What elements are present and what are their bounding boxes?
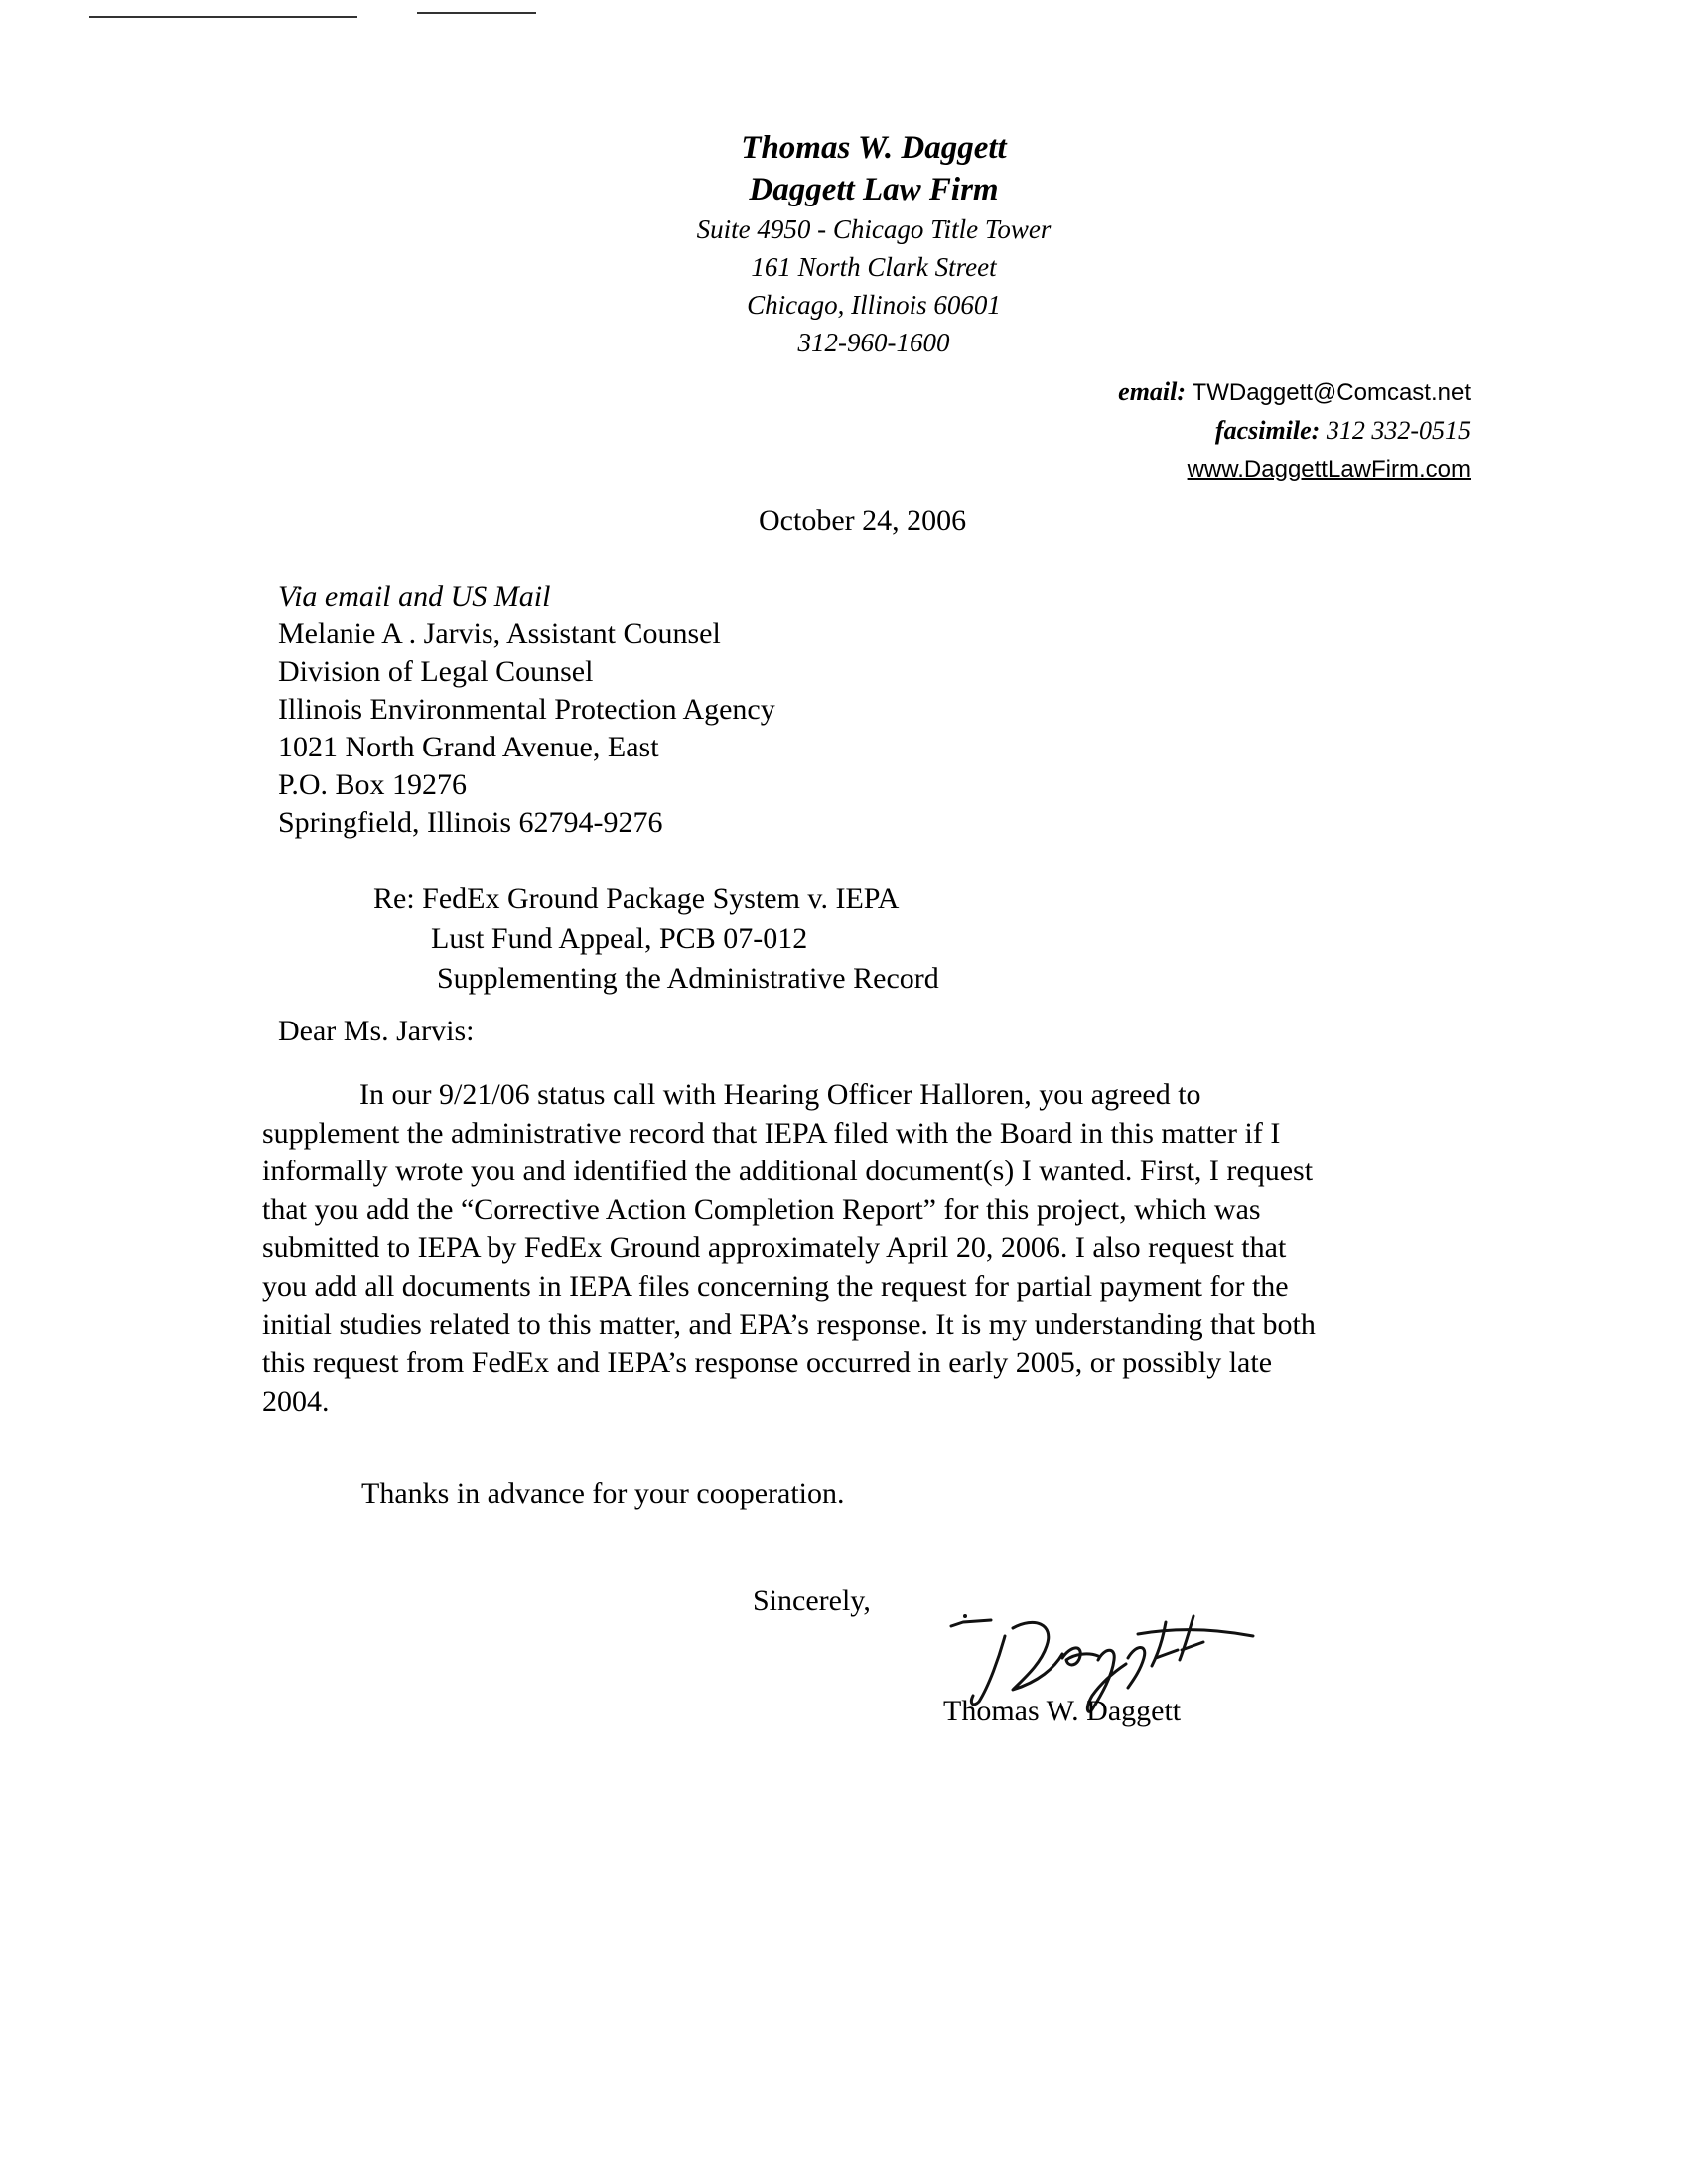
signature-dot xyxy=(963,1614,967,1618)
delivery-method: Via email and US Mail xyxy=(278,580,551,613)
address-line: Melanie A . Jarvis, Assistant Counsel xyxy=(278,617,721,650)
scan-artifact-line xyxy=(417,12,536,14)
letterhead-firm: Daggett Law Firm xyxy=(749,172,999,207)
paragraph-line: submitted to IEPA by FedEx Ground approximately April 20, 2006. I also request that xyxy=(262,1231,1287,1265)
subject-block xyxy=(373,880,939,999)
email-address: TWDaggett@Comcast.net xyxy=(1192,379,1471,406)
valediction: Sincerely, xyxy=(753,1584,871,1617)
paragraph-line: In our 9/21/06 status call with Hearing Officer Halloren, you agreed to xyxy=(359,1078,1201,1111)
contact-block xyxy=(1118,373,1471,488)
fax-number: 312 332-0515 xyxy=(1326,416,1471,445)
fax-label: facsimile: xyxy=(1214,416,1321,445)
website-link: www.DaggettLawFirm.com xyxy=(1187,456,1471,482)
letterhead-street: 161 North Clark Street xyxy=(751,252,997,282)
subject-line: Re: FedEx Ground Package System v. IEPA xyxy=(373,883,900,915)
subject-line: Supplementing the Administrative Record xyxy=(437,962,939,995)
body-paragraph xyxy=(262,1076,1483,1421)
address-line: P.O. Box 19276 xyxy=(278,768,468,801)
email-line xyxy=(1118,373,1471,412)
email-label: email: xyxy=(1118,377,1187,406)
website-line xyxy=(1118,450,1471,488)
paragraph-line: supplement the administrative record that IEPA filed with the Board in this matter if I xyxy=(262,1116,1281,1150)
letterhead-phone: 312-960-1600 xyxy=(797,328,950,357)
address-line: 1021 North Grand Avenue, East xyxy=(278,731,659,763)
letterhead-suite: Suite 4950 - Chicago Title Tower xyxy=(696,214,1052,244)
paragraph-line: you add all documents in IEPA files concerning the request for partial payment for the xyxy=(262,1269,1289,1302)
paragraph-line: this request from FedEx and IEPA’s response occurred in early 2005, or possibly late xyxy=(262,1346,1273,1380)
salutation: Dear Ms. Jarvis: xyxy=(278,1015,475,1047)
address-line: Illinois Environmental Protection Agency xyxy=(278,693,775,726)
letterhead-city: Chicago, Illinois 60601 xyxy=(747,290,1001,320)
letter-date: October 24, 2006 xyxy=(759,504,967,537)
letterhead-name: Thomas W. Daggett xyxy=(741,130,1007,166)
address-line: Springfield, Illinois 62794-9276 xyxy=(278,806,663,839)
paragraph-line: that you add the “Corrective Action Completion Report” for this project, which was xyxy=(262,1192,1261,1226)
scan-artifact-line xyxy=(89,16,357,18)
subject-line: Lust Fund Appeal, PCB 07-012 xyxy=(431,922,808,955)
paragraph-line: initial studies related to this matter, and EPA’s response. It is my understanding that both xyxy=(262,1307,1316,1341)
address-line: Division of Legal Counsel xyxy=(278,655,594,688)
letterhead xyxy=(496,127,1251,361)
paragraph-line: 2004. xyxy=(262,1384,330,1418)
thanks-line: Thanks in advance for your cooperation. xyxy=(361,1477,845,1510)
recipient-address xyxy=(278,578,775,842)
fax-line xyxy=(1118,412,1471,450)
signer-name: Thomas W. Daggett xyxy=(943,1695,1182,1727)
paragraph-line: informally wrote you and identified the additional document(s) I wanted. First, I request xyxy=(262,1155,1314,1188)
